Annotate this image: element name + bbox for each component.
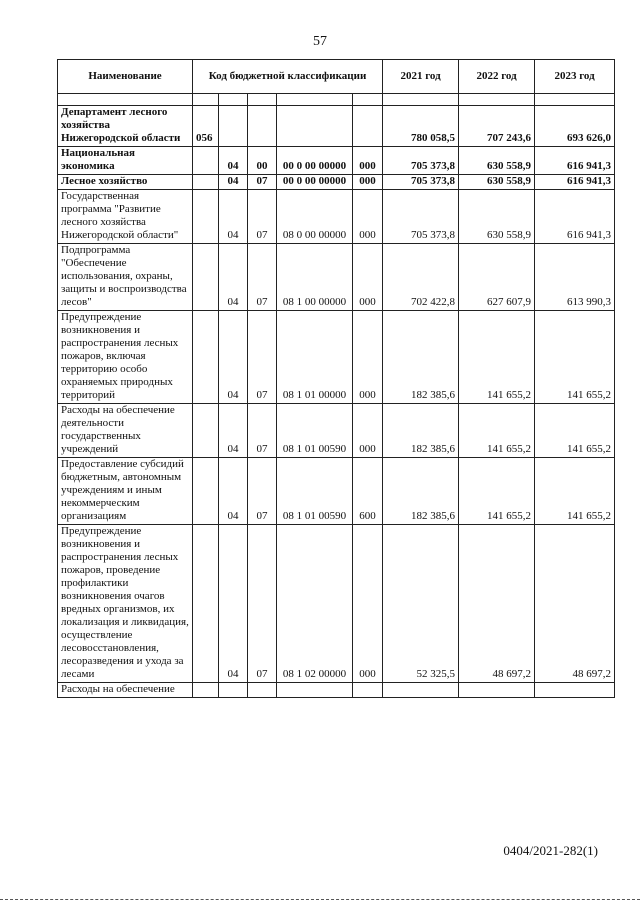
cell-2023: 613 990,3 bbox=[535, 244, 615, 311]
cell-expense: 600 bbox=[353, 458, 383, 525]
cell-2022: 707 243,6 bbox=[459, 106, 535, 147]
table-row bbox=[58, 244, 615, 311]
cell-target: 08 0 00 00000 bbox=[277, 190, 353, 244]
table-row bbox=[58, 404, 615, 458]
spacer-cell bbox=[353, 94, 383, 106]
spacer-cell bbox=[459, 94, 535, 106]
cell-2022: 141 655,2 bbox=[459, 404, 535, 458]
cell-2021: 705 373,8 bbox=[383, 175, 459, 190]
cell-target: 08 1 01 00590 bbox=[277, 404, 353, 458]
cell-expense: 000 bbox=[353, 175, 383, 190]
spacer-row bbox=[58, 94, 615, 106]
spacer-cell bbox=[248, 94, 277, 106]
header-2022: 2022 год bbox=[459, 60, 535, 94]
cell-2022 bbox=[459, 683, 535, 698]
cell-section: 04 bbox=[219, 147, 248, 175]
header-row bbox=[58, 60, 615, 94]
cell-2023: 141 655,2 bbox=[535, 404, 615, 458]
table-row bbox=[58, 190, 615, 244]
cell-section: 04 bbox=[219, 311, 248, 404]
cell-expense: 000 bbox=[353, 244, 383, 311]
table-row bbox=[58, 683, 615, 698]
cell-code: 056 bbox=[193, 106, 219, 147]
cell-code bbox=[193, 683, 219, 698]
header-name: Наименование bbox=[58, 60, 193, 94]
cell-expense: 000 bbox=[353, 404, 383, 458]
cell-expense: 000 bbox=[353, 190, 383, 244]
cell-name: Лесное хозяйство bbox=[58, 175, 193, 190]
cell-2023: 141 655,2 bbox=[535, 311, 615, 404]
cell-2022: 141 655,2 bbox=[459, 458, 535, 525]
cell-expense: 000 bbox=[353, 147, 383, 175]
cell-target: 08 1 01 00000 bbox=[277, 311, 353, 404]
cell-expense bbox=[353, 106, 383, 147]
document-code: 0404/2021-282(1) bbox=[503, 843, 598, 858]
cell-2021: 182 385,6 bbox=[383, 458, 459, 525]
cell-code bbox=[193, 175, 219, 190]
table-row bbox=[58, 147, 615, 175]
table-row bbox=[58, 458, 615, 525]
header-classification: Код бюджетной классификации bbox=[193, 60, 383, 94]
cell-section: 04 bbox=[219, 244, 248, 311]
cell-expense: 000 bbox=[353, 311, 383, 404]
cell-name: Предупреждение возникновения и распространения лесных пожаров, включая территорию особо охраняемых природных территорий bbox=[58, 311, 193, 404]
cell-target bbox=[277, 683, 353, 698]
page-number: 57 bbox=[313, 34, 327, 49]
table-row bbox=[58, 525, 615, 683]
cell-subsection: 07 bbox=[248, 175, 277, 190]
cell-subsection: 07 bbox=[248, 404, 277, 458]
cell-section bbox=[219, 683, 248, 698]
cell-subsection bbox=[248, 106, 277, 147]
cell-name: Департамент лесного хозяйства Нижегородской области bbox=[58, 106, 193, 147]
cell-code bbox=[193, 525, 219, 683]
cell-2022: 627 607,9 bbox=[459, 244, 535, 311]
cell-subsection: 07 bbox=[248, 244, 277, 311]
cell-2021: 705 373,8 bbox=[383, 190, 459, 244]
budget-table bbox=[57, 59, 615, 698]
spacer-cell bbox=[58, 94, 193, 106]
cell-2022: 48 697,2 bbox=[459, 525, 535, 683]
cell-code bbox=[193, 458, 219, 525]
cell-2021: 182 385,6 bbox=[383, 404, 459, 458]
cell-2023: 616 941,3 bbox=[535, 175, 615, 190]
cell-2021: 182 385,6 bbox=[383, 311, 459, 404]
cell-section: 04 bbox=[219, 404, 248, 458]
cell-2021: 705 373,8 bbox=[383, 147, 459, 175]
cell-subsection bbox=[248, 683, 277, 698]
scan-edge-line bbox=[0, 899, 640, 900]
cell-expense bbox=[353, 683, 383, 698]
cell-2021: 780 058,5 bbox=[383, 106, 459, 147]
cell-target: 08 1 00 00000 bbox=[277, 244, 353, 311]
cell-subsection: 07 bbox=[248, 190, 277, 244]
table-row bbox=[58, 175, 615, 190]
cell-2023: 141 655,2 bbox=[535, 458, 615, 525]
cell-2021: 702 422,8 bbox=[383, 244, 459, 311]
cell-2023 bbox=[535, 683, 615, 698]
cell-name: Расходы на обеспечение bbox=[58, 683, 193, 698]
cell-code bbox=[193, 147, 219, 175]
cell-expense: 000 bbox=[353, 525, 383, 683]
spacer-cell bbox=[193, 94, 219, 106]
table-body bbox=[58, 94, 615, 698]
spacer-cell bbox=[219, 94, 248, 106]
cell-target: 08 1 02 00000 bbox=[277, 525, 353, 683]
cell-code bbox=[193, 244, 219, 311]
header-2023: 2023 год bbox=[535, 60, 615, 94]
cell-2022: 630 558,9 bbox=[459, 175, 535, 190]
cell-subsection: 00 bbox=[248, 147, 277, 175]
cell-name: Национальная экономика bbox=[58, 147, 193, 175]
cell-2023: 693 626,0 bbox=[535, 106, 615, 147]
cell-code bbox=[193, 311, 219, 404]
cell-2023: 48 697,2 bbox=[535, 525, 615, 683]
cell-target bbox=[277, 106, 353, 147]
cell-2022: 630 558,9 bbox=[459, 147, 535, 175]
cell-target: 00 0 00 00000 bbox=[277, 175, 353, 190]
cell-section: 04 bbox=[219, 525, 248, 683]
cell-section: 04 bbox=[219, 458, 248, 525]
cell-2021 bbox=[383, 683, 459, 698]
spacer-cell bbox=[383, 94, 459, 106]
cell-subsection: 07 bbox=[248, 311, 277, 404]
cell-2023: 616 941,3 bbox=[535, 190, 615, 244]
cell-code bbox=[193, 190, 219, 244]
cell-2021: 52 325,5 bbox=[383, 525, 459, 683]
table-row bbox=[58, 106, 615, 147]
cell-section bbox=[219, 106, 248, 147]
cell-code bbox=[193, 404, 219, 458]
cell-name: Подпрограмма "Обеспечение использования, охраны, защиты и воспроизводства лесов" bbox=[58, 244, 193, 311]
header-2021: 2021 год bbox=[383, 60, 459, 94]
table-row bbox=[58, 311, 615, 404]
spacer-cell bbox=[277, 94, 353, 106]
cell-name: Государственная программа "Развитие лесного хозяйства Нижегородской области" bbox=[58, 190, 193, 244]
cell-name: Предупреждение возникновения и распространения лесных пожаров, проведение профилактики возникновения очагов вредных организмов, их локализация и ликвидация, осуществление лесовосстановления, лесоразведения и ухода за лесами bbox=[58, 525, 193, 683]
spacer-cell bbox=[535, 94, 615, 106]
cell-name: Расходы на обеспечение деятельности государственных учреждений bbox=[58, 404, 193, 458]
cell-2022: 141 655,2 bbox=[459, 311, 535, 404]
cell-target: 00 0 00 00000 bbox=[277, 147, 353, 175]
cell-2023: 616 941,3 bbox=[535, 147, 615, 175]
cell-target: 08 1 01 00590 bbox=[277, 458, 353, 525]
cell-name: Предоставление субсидий бюджетным, автономным учреждениям и иным некоммерческим организациям bbox=[58, 458, 193, 525]
cell-section: 04 bbox=[219, 175, 248, 190]
cell-2022: 630 558,9 bbox=[459, 190, 535, 244]
cell-section: 04 bbox=[219, 190, 248, 244]
cell-subsection: 07 bbox=[248, 525, 277, 683]
cell-subsection: 07 bbox=[248, 458, 277, 525]
